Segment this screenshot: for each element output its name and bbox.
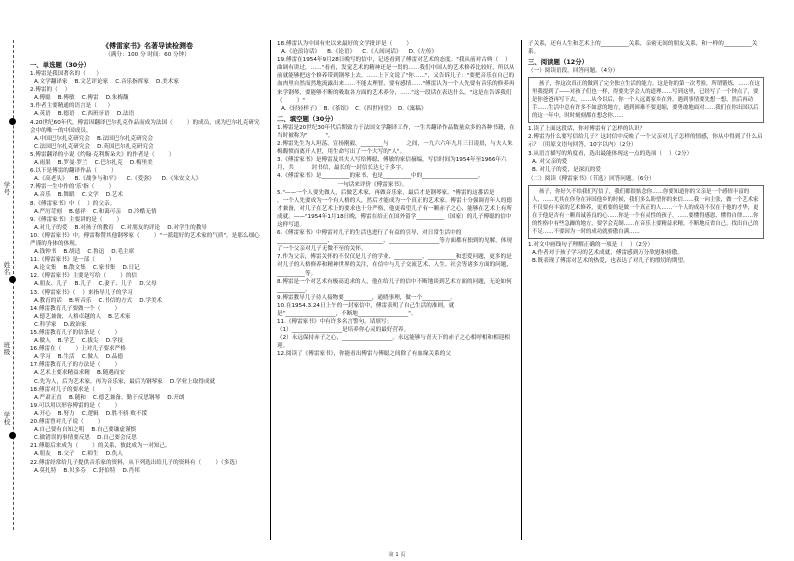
question-text: （1）__________________是培养你心灵的最好营养。	[277, 327, 410, 334]
question-text: 21.傅聪后来成为（ ）的关系，彼此成为一对知己。	[30, 443, 171, 450]
question-text: 13.《傅雷家书》（ ）来指导儿子的学习	[30, 289, 133, 296]
question-options: A.《轻轻样子》 B.《茶馆》 C.《四世同堂》 D.《寓稿》	[281, 105, 427, 112]
question-text: 3.《傅雷家书》是傅雷及其夫人写给傅聪、傅敏的家信摘编，写信时间为1954年至1966年六月，共 封书信，最长的一封信长达七千多字。	[277, 157, 507, 172]
question-text: 6.《傅雷家书》中傅雷对儿子的生活也进行了有益的引导，对日常生活中的__________________、__________________、__________________等方面都有独到的见解，体现了一个父亲对儿子无微不至的关怀。	[277, 230, 512, 253]
binding-strip	[0, 0, 22, 561]
question-text: 一句话来评价《傅雷家书》。	[277, 181, 408, 188]
question-text: 7.作为父亲，傅雷关怀的不仅仅是儿子的学业、__________、__________和恋爱问题，更多的是对儿子的人格修养和精神世界的关注，在信中与儿子交流艺术、人生、社会等诸多方面的问题，__________等。	[277, 254, 512, 277]
question-options: A.朋友、儿子 B.儿子 C.妻子、儿子 D.父母	[34, 281, 157, 288]
question-options: A.音乐 B.舞蹈 C.文学 D.艺术	[34, 192, 123, 199]
column-divider	[270, 40, 271, 540]
question-text: 18.傅雷认为中国有史以来最好的文学批评是（ ）	[277, 41, 412, 47]
question-options: A.对儿子的爱 B.对孩子的教育 C.对朋友的评论 D.对学生的教导	[34, 224, 207, 231]
question-text: 8.《傅雷家书》中（ ）的父亲。	[30, 200, 116, 207]
question-text: 16.傅雷在（ ）上对儿子要求严格	[30, 346, 126, 353]
question-text: 20.傅雷曾对儿子说（ ）	[30, 419, 104, 426]
question-text: 8.傅雷是一个对艺术有极高追求的人，他在给儿子的信中不断地谈到艺术方面的问题，无论如何__________。	[277, 278, 512, 293]
section-heading: 三、阅读题（12分）	[528, 58, 589, 67]
exam-subtitle: （满分：100 分 时间：60 分钟）	[105, 52, 190, 58]
question-options: A.教育的话 B.听音乐 C.书信的方式 D.学美术	[34, 297, 163, 304]
question-options: A.《高老头》 B.《战争与和平》 C.《爱弥》 D.《朱安文人》	[34, 176, 202, 183]
question-text: 9.傅雷教导儿子待人接物要__________，通晓事理，做一个__________。	[277, 294, 456, 301]
question-text: 3.从语言描写的角度看，选出最能体现这一点的选项（ ）（2分）	[528, 150, 693, 157]
question-options: A.文学翻译家 B.文艺评论家 C.音乐指挥家 D.美术家	[34, 79, 179, 86]
question-text: 2.傅雷为什么要写信给儿子？这封信中反映了一个父亲对儿子怎样的情感，你从中得到了什么启示？（用原文语句回答，10字以内）（2分）	[528, 134, 763, 149]
question-text: 19.可以用以形容傅雷的是（ ）	[30, 402, 121, 409]
question-text: 15.傅雷教育儿子的信条是（ ）	[30, 330, 121, 336]
question-text: 1.读了上面这段话，你对傅雷有了怎样的认识？	[528, 126, 646, 133]
question-options: C.法国巴尔扎克研究会 D.英国巴尔扎克研究会	[34, 143, 154, 150]
reading-subheading: （二）阅读《傅雷家书》（节选）回答问题。（6分）	[528, 175, 655, 182]
question-text: 4.20世纪60年代，傅雷因翻译巴尔扎克作品而成为法国（ ）的成员，成为巴尔扎克研究会中的唯一的中国成员。	[30, 119, 260, 134]
page-footer: 第 1 页	[388, 552, 406, 558]
question-options: A.艺术上要求精益求精 B.随遇而安	[34, 370, 125, 377]
binding-dashed-line	[13, 40, 14, 530]
question-options: A.开心 B.努力 C.逻辑 D.胜不骄 败不馁	[34, 410, 148, 417]
question-text: 9.《傅雷家书》主要讲的是（ ）	[30, 216, 123, 223]
question-text: 7.傅雷一生中作的'乐'指（ ）	[30, 184, 115, 191]
question-options: A.朋友 B.父子 C.师生 D.仇人	[34, 451, 123, 458]
question-text: 10.在1954.3.24日上午的一封家信中，傅雷表明了自己生活的准则，就是"__________________，不断地__________________"。	[277, 302, 455, 317]
question-options: A.中国巴尔扎克研究会 B.法国巴尔扎克研究会	[34, 135, 153, 142]
question-options: A.钱钟书 B.胡适 C.鲁迅 D.毛主席	[34, 249, 135, 256]
section-heading: 二、填空题（30分）	[277, 114, 338, 123]
question-text: 11.《傅雷家书》是一部（ ）	[30, 257, 115, 264]
question-options: A.德艺兼备，人格卓越的人 B.艺术家	[34, 313, 131, 320]
binding-label-id: 学号	[3, 181, 11, 196]
question-text: 4.《傅雷家书》是__________的家书，也是__________中的____________________。	[277, 173, 484, 180]
question-options: A.自己要有自知之明 B.自己要谦虚谨慎	[34, 427, 137, 434]
question-options: A.严肃正直 B.随和 C.德艺兼备、勤于反思钢琴 D.开朗	[34, 394, 185, 401]
column-1	[30, 40, 265, 545]
question-options: B. 对儿子的爱，是深沉的爱	[532, 166, 601, 173]
column-divider	[521, 40, 522, 540]
reading-passage: 孩子，你好久不给我们写信了，我们都很惦念你……你要知道你的父亲是一个感情丰富的人，……尤其在你身在异国他乡的时候，我们多么盼望你的来信……我一向主张，做一个艺术家不仅要有丰富的艺术修养，更重要的是做一个真正的人……一个人的成功不仅在于他的才华，更在于他是否有一颗真诚善良的心……你是一个有灵性的孩子，……要懂得感恩、懂得自律……你的性格中有些急躁的地方，要学会克制……在音乐上要精益求精，不断地反省自己，找出自己的不足……不要因为一时的成功就骄傲自满……	[528, 185, 764, 239]
column-2	[277, 40, 515, 545]
binding-hole	[9, 432, 16, 439]
question-text: 2.傅雷先生为人坦荡，宣扬刚毅，________与 之间，一九六六年九月三日凌晨，与夫人朱梅馥愤而离开人世，用生命写出了一个大写的"人"。	[277, 141, 513, 156]
question-text: 5.傅雷翻译的小说《约翰·克利斯朵夫》的作者是（ ）	[30, 151, 175, 158]
column-2-body	[277, 40, 515, 359]
question-options: A. 对父亲的爱	[532, 158, 568, 165]
question-text: 18.傅雷对儿子的要求是（ ）	[30, 386, 115, 393]
question-text: 22.傅雷经常给儿子提供音乐家的资料，从下列选出给儿子的资料有（ ）（多选）	[30, 459, 241, 466]
question-text: （一）阅读语段，回答问题。（4分）	[528, 68, 619, 75]
question-options: B.既表现了傅雷对艺术的热爱，也表达了对儿子的殷切的期望。	[532, 258, 689, 265]
question-text: 10.《傅雷家书》中，傅雷称赞其他钢琴家（ ）"一派超好的艺术家的气质"，是那么细心严谨的身体的体现。	[30, 232, 260, 247]
question-text: （2）永远保持赤子之心，__________________。永远能够与青天下的赤子之心相呼相和相迎相迎。	[277, 335, 510, 350]
question-options: A.作者对于孩子学习的艺术成就，傅雷感到万分欣慰和骄傲。	[532, 250, 683, 257]
question-options: A.学习 B.生活 C.做人 D.品德	[34, 354, 123, 361]
question-text: 1.傅雷是我国著名的（ ）	[30, 71, 102, 77]
question-text: 19.傅雷在1954年9月28日晚写的信中，记述看到了傅雷对艺术的态度。"我从前对古典（ ）曲调有讲过，……"看看，发觉艺术的精神还是一贯的……我们中国人的艺术修养比较好，所以从前就能够把这个修养带到钢琴上去。……上下文说了"你……"，又告诉儿子："要把音乐在自己的血肉里自然而然地流露出来……不能太理智，要有感情……"傅雷认为一个人先要有音乐的修养再来学钢琴，要能够不断的吸取各方面的艺术养分，……"这一段话在表达什么。"这是在告诉我们（ ）"	[277, 57, 515, 104]
section-heading: 一、单选题（30分）	[30, 61, 91, 69]
question-text: 6.以下是傅雷的翻译作品（ ）	[30, 168, 117, 175]
question-options: A.《沧浪诗话》 B.《论语》 C.《人间词话》 D.《左传》	[281, 49, 438, 56]
question-options: C.做错误的事情要反思 D.自己要会反思	[34, 435, 137, 442]
question-options: A.雨果 B.罗曼·罗兰 C.巴尔扎克 D.梅里美	[34, 160, 153, 167]
question-options: A.论文集 B.散文集 C.家书集 D.日记	[34, 265, 140, 272]
column-1-body	[30, 61, 265, 475]
question-options: C.科学家 D.政治家	[34, 321, 87, 328]
column-3	[528, 40, 764, 545]
question-options: C.先为人，后为艺术家，再为音乐家，最后为钢琴家 D.学业上取得成就	[34, 378, 216, 385]
question-text: 3.作者主要精通的语言是（ ）	[30, 103, 114, 110]
column-3-body	[528, 40, 764, 265]
binding-hole	[9, 276, 16, 283]
question-options: A.傅聪 B.傅敏 C.傅雷 D.朱梅馥	[34, 95, 129, 102]
question-text: 17.傅雷教育儿子的方法是（ ）	[30, 362, 121, 369]
binding-label-class: 班级	[3, 341, 11, 356]
question-options: A.莫扎特 B.贝多芬 C.舒伯特 D.肖邦	[34, 467, 140, 474]
question-text: 5."——一个人要先做人，后做艺术家，再做音乐家，最后才是钢琴家。"傅雷的这番话是 ，一个人先要成为一个有人格的人，然后才能成为一个真正的艺术家。傅雷十分强调青年人的德才兼备，对儿子在艺术上的要求也十分严格，他更希望儿子有一颗赤子之心，能够在艺术上有所成就。——"1954年1月18日晚，傅雷在给正在国外留学__________（国家）的儿子傅聪的信中这样写道。	[277, 189, 513, 228]
question-options: A.严厉苛刻 B.慈祥 C.和蔼可亲 D.冷酷无情	[34, 208, 157, 215]
question-text: 12.《傅雷家书》主要是写给（ ）的信	[30, 273, 138, 280]
question-options: A.英语 B.德语 C.西班牙语 D.法语	[34, 111, 135, 118]
question-text: 11.《傅雷家书》中有许多名言警句。请填写：	[277, 319, 393, 326]
question-text: 1.对文中画线句子理解正确的一项是（ ）（2分）	[528, 241, 654, 248]
question-text: 14.傅雷教育儿子要做一个（ ）	[30, 305, 121, 312]
question-options: A.做人 B.学艺 C.拔尖 D.学技	[34, 338, 123, 345]
question-text: 2.傅雷的（ ）	[30, 87, 71, 94]
binding-label-name: 姓名	[3, 261, 11, 276]
question-text: 12.阅读了《傅雷家书》，你能看出傅雷与傅聪之间除了有血缘关系的父	[277, 351, 451, 358]
question-text: 1.傅雷是20世纪30年代后期致力于法国文学翻译工作，一生共翻译作品数量众多的各种书籍，在当时被称为" "。	[277, 124, 515, 139]
binding-hole	[9, 118, 16, 125]
exam-title: 《傅雷家书》名著导读检测卷	[102, 42, 193, 50]
binding-label-school: 学校	[3, 411, 11, 426]
question-text: 子关系，还有人生和艺术上的__________关系，亲密无间的朋友关系，和一样的__________关系。	[528, 41, 758, 56]
reading-passage: 孩子，你这次真正的做到了完全独立生活的能力，这是你的第一次考验，所谓锻炼，……在这里我提到了——对孩子们也一样，得要先学会人的道理……写到这里，已经写了一个钟点了，要是你爸爸再写下去，……从今以后，你一个人远离家乡在外，遇到事情要先想一想，然后再动手……生活中总有许多不如意的地方，遇到困难不要退缩，要勇敢地面对……我们在你出国以后的这一年中，时时刻刻都在想念你……	[528, 77, 764, 123]
